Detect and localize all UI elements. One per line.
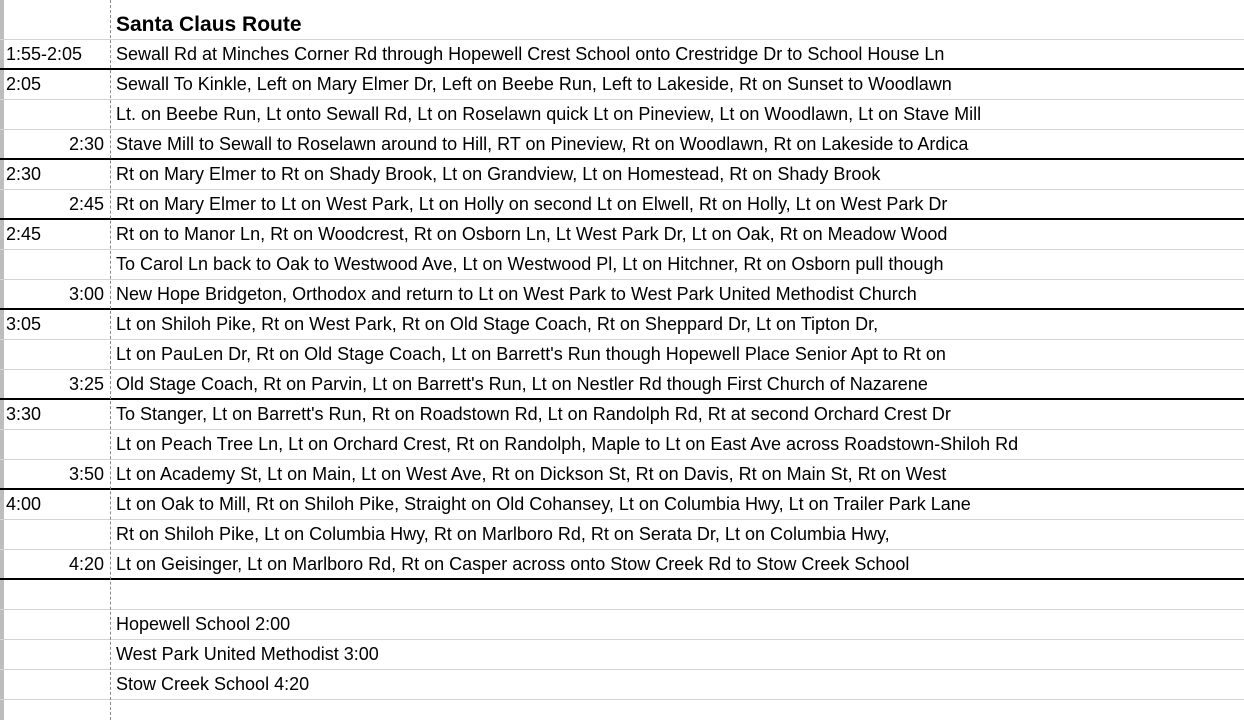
route-cell[interactable]: To Carol Ln back to Oak to Westwood Ave, Lt on Westwood Pl, Lt on Hitchner, Rt on Osborn pull though bbox=[116, 254, 944, 274]
time-cell[interactable]: 2:30 bbox=[68, 134, 104, 154]
route-cell[interactable]: West Park United Methodist 3:00 bbox=[116, 644, 379, 664]
route-cell[interactable]: New Hope Bridgeton, Orthodox and return to Lt on West Park to West Park United Methodist Church bbox=[116, 284, 917, 304]
time-cell[interactable] bbox=[6, 250, 106, 279]
table-row[interactable] bbox=[0, 430, 1244, 460]
time-cell[interactable] bbox=[6, 610, 106, 639]
table-row[interactable] bbox=[0, 460, 1244, 490]
time-cell[interactable]: 4:20 bbox=[68, 554, 104, 574]
route-cell[interactable]: Lt on Geisinger, Lt on Marlboro Rd, Rt on Casper across onto Stow Creek Rd to Stow Creek School bbox=[116, 554, 910, 574]
route-cell[interactable]: Hopewell School 2:00 bbox=[116, 614, 291, 634]
time-cell[interactable] bbox=[6, 100, 106, 129]
route-cell[interactable]: Sewall To Kinkle, Left on Mary Elmer Dr, Left on Beebe Run, Left to Lakeside, Rt on Sunset to Woodlawn bbox=[116, 74, 952, 94]
route-cell[interactable]: Stow Creek School 4:20 bbox=[116, 674, 310, 694]
table-row[interactable] bbox=[0, 130, 1244, 160]
table-row[interactable] bbox=[0, 280, 1244, 310]
route-cell[interactable]: Lt on Peach Tree Ln, Lt on Orchard Crest, Rt on Randolph, Maple to Lt on East Ave across Roadstown-Shiloh Rd bbox=[116, 434, 1019, 454]
time-cell[interactable]: 2:45 bbox=[68, 194, 104, 214]
table-row[interactable] bbox=[0, 520, 1244, 550]
time-cell[interactable]: 1:55-2:05 bbox=[6, 44, 83, 64]
route-cell[interactable]: Lt on Oak to Mill, Rt on Shiloh Pike, Straight on Old Cohansey, Lt on Columbia Hwy, Lt on Trailer Park Lane bbox=[116, 494, 971, 514]
time-cell[interactable]: 2:05 bbox=[6, 74, 42, 94]
time-cell[interactable] bbox=[6, 670, 106, 699]
table-row[interactable] bbox=[0, 670, 1244, 700]
route-cell[interactable]: Rt on Mary Elmer to Lt on West Park, Lt on Holly on second Lt on Elwell, Rt on Holly, Lt on West Park Dr bbox=[116, 194, 948, 214]
time-cell[interactable] bbox=[6, 340, 106, 369]
time-cell[interactable]: 4:00 bbox=[6, 494, 42, 514]
table-row[interactable] bbox=[0, 400, 1244, 430]
route-cell[interactable]: Rt on Shiloh Pike, Lt on Columbia Hwy, Rt on Marlboro Rd, Rt on Serata Dr, Lt on Columbia Hwy, bbox=[116, 524, 890, 544]
table-row[interactable] bbox=[0, 100, 1244, 130]
route-cell[interactable]: Stave Mill to Sewall to Roselawn around to Hill, RT on Pineview, Rt on Woodlawn, Rt on Lakeside to Ardica bbox=[116, 134, 969, 154]
table-row[interactable] bbox=[0, 490, 1244, 520]
table-row[interactable] bbox=[0, 220, 1244, 250]
route-cell[interactable]: Rt on to Manor Ln, Rt on Woodcrest, Rt on Osborn Ln, Lt West Park Dr, Lt on Oak, Rt on Meadow Wood bbox=[116, 224, 948, 244]
time-cell[interactable]: 3:05 bbox=[6, 314, 42, 334]
route-cell[interactable]: Lt on PauLen Dr, Rt on Old Stage Coach, Lt on Barrett's Run though Hopewell Place Senior Apt to Rt on bbox=[116, 344, 946, 364]
time-cell[interactable] bbox=[6, 640, 106, 669]
table-row[interactable] bbox=[0, 610, 1244, 640]
table-row[interactable] bbox=[0, 310, 1244, 340]
route-cell[interactable]: Lt. on Beebe Run, Lt onto Sewall Rd, Lt on Roselawn quick Lt on Pineview, Lt on Woodlawn, Lt on Stave Mill bbox=[116, 104, 982, 124]
time-cell[interactable] bbox=[6, 520, 106, 549]
table-row[interactable] bbox=[0, 550, 1244, 580]
time-cell[interactable] bbox=[6, 580, 106, 609]
time-cell[interactable]: 3:25 bbox=[68, 374, 104, 394]
route-cell[interactable]: Rt on Mary Elmer to Rt on Shady Brook, Lt on Grandview, Lt on Homestead, Rt on Shady Brook bbox=[116, 164, 881, 184]
table-row[interactable] bbox=[0, 340, 1244, 370]
route-cell[interactable]: To Stanger, Lt on Barrett's Run, Rt on Roadstown Rd, Lt on Randolph Rd, Rt at second Orchard Crest Dr bbox=[116, 404, 951, 424]
table-row[interactable] bbox=[0, 250, 1244, 280]
time-cell[interactable]: 3:00 bbox=[68, 284, 104, 304]
table-row[interactable] bbox=[0, 70, 1244, 100]
time-cell[interactable]: 3:30 bbox=[6, 404, 42, 424]
title-row[interactable] bbox=[0, 10, 1244, 40]
column-divider bbox=[110, 0, 111, 720]
route-cell[interactable]: Lt on Academy St, Lt on Main, Lt on West Ave, Rt on Dickson St, Rt on Davis, Rt on Main St, Rt on West bbox=[116, 464, 947, 484]
route-cell[interactable]: Lt on Shiloh Pike, Rt on West Park, Rt on Old Stage Coach, Rt on Sheppard Dr, Lt on Tipton Dr, bbox=[116, 314, 879, 334]
time-cell[interactable]: 3:50 bbox=[68, 464, 104, 484]
time-cell[interactable]: 2:30 bbox=[6, 164, 42, 184]
table-row[interactable] bbox=[0, 40, 1244, 70]
time-cell[interactable]: 2:45 bbox=[6, 224, 42, 244]
sheet-title[interactable]: Santa Claus Route bbox=[116, 12, 302, 36]
time-cell[interactable] bbox=[6, 430, 106, 459]
table-row[interactable] bbox=[0, 160, 1244, 190]
table-row[interactable] bbox=[0, 370, 1244, 400]
route-cell[interactable]: Sewall Rd at Minches Corner Rd through Hopewell Crest School onto Crestridge Dr to School House Ln bbox=[116, 44, 945, 64]
route-cell[interactable]: Old Stage Coach, Rt on Parvin, Lt on Barrett's Run, Lt on Nestler Rd though First Church of Nazarene bbox=[116, 374, 928, 394]
table-row[interactable] bbox=[0, 640, 1244, 670]
table-row[interactable] bbox=[0, 580, 1244, 610]
table-row[interactable] bbox=[0, 190, 1244, 220]
